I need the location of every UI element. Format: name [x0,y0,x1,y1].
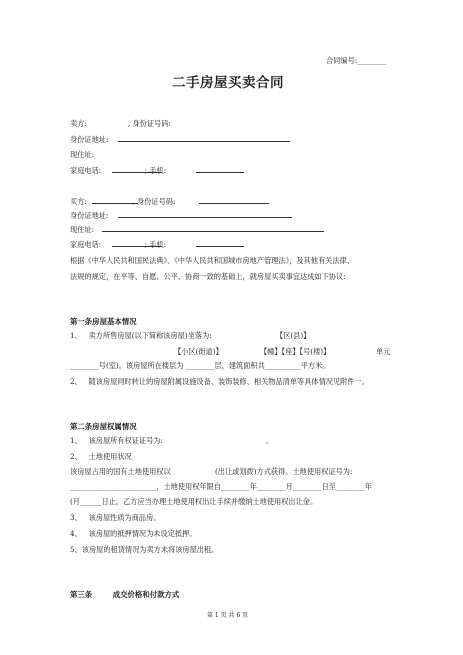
seller-id-address: 身份证地址: [70,135,109,144]
section-2-land-use-b: (出让或划拨)方式获得。土地使用权证号为: [215,467,353,476]
section-2-item-1-end: 。 [266,436,274,445]
section-2-land-use-a: 该房屋占用的国有土地使用权以 [70,467,171,476]
buyer-name-line: 买方: , 身份证号码: [70,197,176,206]
buyer-id-blank [199,203,269,204]
section-3-heading: 第三条 成交价格和付款方式 [70,590,180,599]
section-1-room-floor-area: ________号(室)。该房屋所在楼层为 ________层，建筑面积共__________平方米。 [70,361,330,370]
page-title: 二手房屋买卖合同 [172,75,284,91]
section-1-item-1-a: 1、 卖方所售房屋(以下简称该房屋)坐落为: [70,331,212,340]
section-2-item-2: 2、 土地使用状况 [70,452,132,461]
seller-current-address: 现住址: [70,150,94,159]
section-2-item-4: 4、 该房屋的抵押情况为未设定抵押。 [70,529,197,538]
section-1-building: 【幢】【座】【号(楼)】 [260,347,331,356]
section-2-item-1: 1、 该房屋所有权证证号为: [70,436,163,445]
section-1-heading: 第一条房屋基本情况 [70,317,137,326]
seller-name-line: 卖方: , 身份证号码: [70,119,171,128]
section-2-item-3: 3、 该房屋性质为商品房。 [70,513,161,522]
section-1-item-2: 2、 随该房屋同时转让的房屋附属设施设备、装饰装修、相关物品清单等具体情况见附件一。 [70,377,369,386]
seller-id-address-blank [118,141,290,142]
buyer-mobile-blank [196,246,244,247]
section-2-item-5: 5、该房屋的租赁情况为卖方未将该房屋出租。 [70,545,219,554]
preamble-line-1: 根据《中华人民共和国民法典》、《中华人民共和国城市房地产管理法》，及其他有关法律、 [70,256,354,265]
buyer-phone-blank [112,246,162,247]
section-2-heading: 第二条房屋权属情况 [70,422,137,431]
section-2-land-term-end: (月______日止。乙方应当办理土地使用权出让手续并缴纳土地使用权出让金。 [70,497,318,506]
section-1-district: 【区(县)】 [276,331,311,340]
section-1-unit: 单元 [376,347,391,356]
seller-phone-line: 家庭电话: ; 手机: [70,166,167,175]
buyer-current-address: 现住址: [70,225,94,234]
buyer-phone-line: 家庭电话: ; 手机: [70,240,167,249]
buyer-id-address: 身份证地址: [70,211,109,220]
buyer-id-address-blank [118,217,292,218]
preamble-line-2: 法规的规定，在平等、自愿、公平、协商一致的基础上，就房屋买卖事宜达成如下协议: [70,272,346,281]
seller-phone-blank [112,172,162,173]
section-1-community: 【小区(街道)】 [174,347,223,356]
buyer-name-blank [92,203,138,204]
seller-mobile-blank [196,172,244,173]
page-footer: 第 1 页 共 6 页 [207,612,249,619]
buyer-current-address-blank [102,231,324,232]
contract-number: 合同编号:________ [326,56,386,65]
section-2-land-term: ________________________，土地使用权年限自________年________月________日至________年 [70,482,372,491]
